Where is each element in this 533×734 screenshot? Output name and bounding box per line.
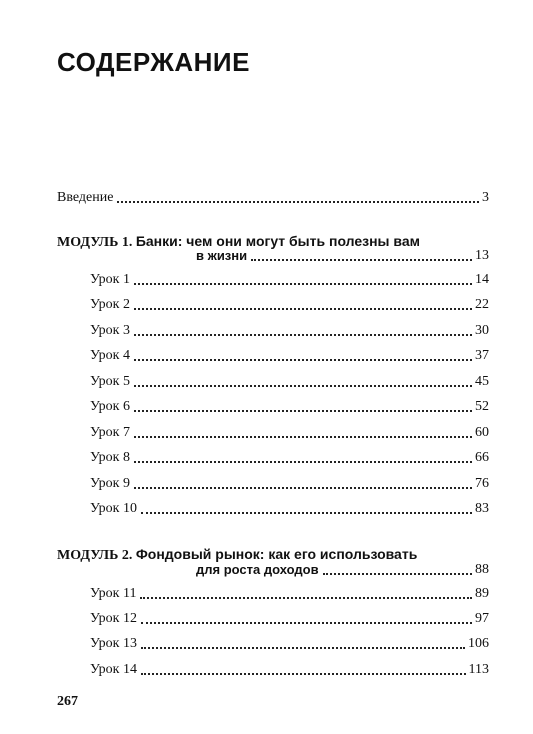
- module-1-prefix: МОДУЛЬ 1.: [57, 235, 133, 250]
- toc-entry-page: 37: [475, 348, 489, 363]
- module-1-title-line1: Банки: чем они могут быть полезны вам: [135, 233, 420, 249]
- toc-entry-page: 22: [475, 297, 489, 312]
- module-2-title-line1: Фондовый рынок: как его использовать: [135, 546, 418, 562]
- toc-entry-lesson-12[interactable]: [90, 610, 489, 628]
- page-title: СОДЕРЖАНИЕ: [57, 47, 250, 77]
- toc-entry-lesson-1[interactable]: [90, 271, 489, 289]
- toc-entry-label: Урок 3: [90, 323, 130, 338]
- toc-entry-page: 113: [468, 662, 489, 677]
- dot-leader: [117, 200, 479, 203]
- toc-entry-lesson-5[interactable]: [90, 373, 489, 391]
- toc-entry-label: Урок 2: [90, 297, 130, 312]
- toc-entry-lesson-10[interactable]: [90, 500, 489, 518]
- toc-entry-lesson-7[interactable]: [90, 424, 489, 442]
- toc-entry-lesson-9[interactable]: [90, 475, 489, 493]
- toc-entry-page: 14: [475, 272, 489, 287]
- toc-entry-label: Урок 7: [90, 425, 130, 440]
- toc-entry-page: 3: [482, 190, 489, 205]
- toc-entry-page: 89: [475, 586, 489, 601]
- toc-entry-page: 60: [475, 425, 489, 440]
- dot-leader: [134, 307, 472, 310]
- toc-entry-lesson-3[interactable]: [90, 322, 489, 340]
- dot-leader: [134, 435, 472, 438]
- toc-entry-page: 45: [475, 374, 489, 389]
- dot-leader: [141, 621, 472, 624]
- dot-leader: [141, 672, 466, 675]
- toc-entry-label: Введение: [57, 190, 114, 205]
- module-1-heading-cont[interactable]: [196, 247, 489, 265]
- toc-entry-label: Урок 11: [90, 586, 137, 601]
- toc-entry-page: 76: [475, 476, 489, 491]
- toc-entry-page: 83: [475, 501, 489, 516]
- toc-entry-label: Урок 9: [90, 476, 130, 491]
- dot-leader: [251, 258, 472, 261]
- toc-entry-label: Урок 5: [90, 374, 130, 389]
- toc-entry-label: Урок 12: [90, 611, 137, 626]
- toc-entry-lesson-6[interactable]: [90, 398, 489, 416]
- dot-leader: [134, 358, 472, 361]
- toc-entry-page: 52: [475, 399, 489, 414]
- toc-entry-label: Урок 13: [90, 636, 137, 651]
- module-2-heading-cont[interactable]: [196, 561, 489, 579]
- toc-entry-label: Урок 6: [90, 399, 130, 414]
- toc-entry-label: Урок 14: [90, 662, 137, 677]
- footer-page-number: 267: [57, 694, 78, 709]
- toc-entry-lesson-4[interactable]: [90, 347, 489, 365]
- dot-leader: [134, 409, 472, 412]
- module-1-page: 13: [475, 248, 489, 263]
- dot-leader: [141, 511, 472, 514]
- toc-entry-label: Урок 10: [90, 501, 137, 516]
- toc-entry-lesson-2[interactable]: [90, 296, 489, 314]
- toc-entry-page: 97: [475, 611, 489, 626]
- toc-entry-page: 106: [468, 636, 489, 651]
- dot-leader: [323, 572, 472, 575]
- toc-entry-intro[interactable]: [57, 189, 489, 207]
- toc-entry-label: Урок 4: [90, 348, 130, 363]
- toc-entry-label: Урок 1: [90, 272, 130, 287]
- toc-entry-lesson-11[interactable]: [90, 585, 489, 603]
- dot-leader: [134, 333, 472, 336]
- toc-entry-page: 30: [475, 323, 489, 338]
- toc-entry-lesson-13[interactable]: [90, 635, 489, 653]
- dot-leader: [134, 282, 472, 285]
- module-1-title-line2: в жизни: [196, 248, 248, 263]
- module-2-page: 88: [475, 562, 489, 577]
- toc-entry-page: 66: [475, 450, 489, 465]
- dot-leader: [134, 486, 472, 489]
- toc-entry-lesson-8[interactable]: [90, 449, 489, 467]
- dot-leader: [140, 596, 472, 599]
- module-2-title-line2: для роста доходов: [196, 562, 319, 577]
- dot-leader: [141, 646, 465, 649]
- toc-entry-label: Урок 8: [90, 450, 130, 465]
- dot-leader: [134, 384, 472, 387]
- dot-leader: [134, 460, 472, 463]
- module-2-prefix: МОДУЛЬ 2.: [57, 548, 133, 563]
- toc-entry-lesson-14[interactable]: [90, 661, 489, 679]
